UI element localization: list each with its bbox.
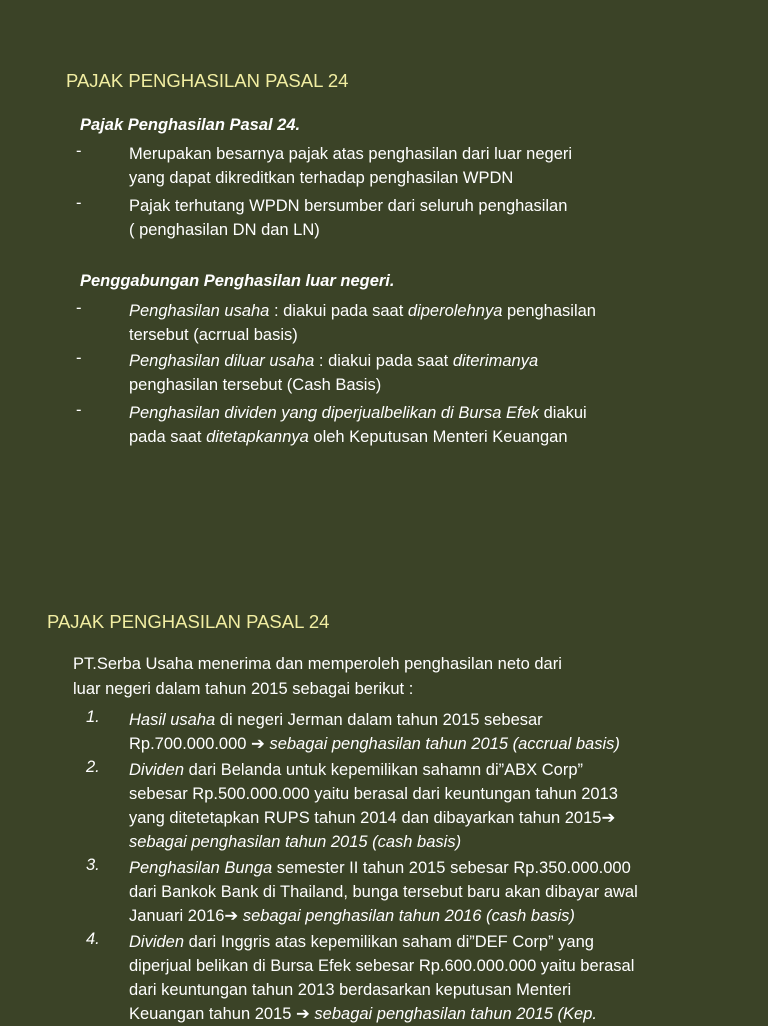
item-number: 1.	[86, 708, 100, 726]
bullet-dash: -	[76, 349, 82, 367]
arrow-icon: ➔	[601, 809, 616, 827]
item-line: yang ditetetapkan RUPS tahun 2014 dan dibayarkan tahun 2015➔	[129, 809, 616, 827]
list-item-line: ( penghasilan DN dan LN)	[129, 221, 320, 239]
slide1-title: PAJAK PENGHASILAN PASAL 24	[66, 70, 349, 91]
item-line: Januari 2016➔ sebagai penghasilan tahun 2016 (cash basis)	[129, 907, 575, 925]
bullet-dash: -	[76, 142, 82, 160]
item-line: Penghasilan Bunga semester II tahun 2015 sebesar Rp.350.000.000	[129, 859, 631, 877]
intro-line: luar negeri dalam tahun 2015 sebagai berikut :	[73, 679, 414, 698]
item-line: sebagai penghasilan tahun 2015 (cash basis)	[129, 833, 462, 851]
bullet-dash: -	[76, 299, 82, 317]
arrow-icon: ➔	[224, 907, 243, 925]
list-item-line: tersebut (acrrual basis)	[129, 326, 298, 344]
item-line: sebesar Rp.500.000.000 yaitu berasal dari keuntungan tahun 2013	[129, 785, 618, 803]
list-item-line: Pajak terhutang WPDN bersumber dari seluruh penghasilan	[129, 197, 568, 215]
section1-heading: Pajak Penghasilan Pasal 24.	[80, 116, 301, 134]
list-item-line: Merupakan besarnya pajak atas penghasilan dari luar negeri	[129, 145, 573, 163]
item-line: dari Bankok Bank di Thailand, bunga tersebut baru akan dibayar awal	[129, 883, 638, 901]
list-item-line: pada saat ditetapkannya oleh Keputusan Menteri Keuangan	[129, 428, 568, 446]
section2-heading: Penggabungan Penghasilan luar negeri.	[80, 272, 395, 290]
list-item-line: Penghasilan usaha : diakui pada saat diperolehnya penghasilan	[129, 302, 596, 320]
bullet-dash: -	[76, 194, 82, 212]
item-line: diperjual belikan di Bursa Efek sebesar Rp.600.000.000 yaitu berasal	[129, 957, 635, 975]
intro-paragraph	[73, 652, 562, 701]
list-item-line: Penghasilan dividen yang diperjualbelikan di Bursa Efek diakui	[129, 404, 587, 422]
list-item-line: penghasilan tersebut (Cash Basis)	[129, 376, 382, 394]
list-item-line: yang dapat dikreditkan terhadap penghasilan WPDN	[129, 169, 514, 187]
item-line: Dividen dari Belanda untuk kepemilikan sahamn di”ABX Corp”	[129, 761, 583, 779]
item-line: Rp.700.000.000 ➔ sebagai penghasilan tahun 2015 (accrual basis)	[129, 735, 620, 753]
bullet-dash: -	[76, 401, 82, 419]
item-line: Keuangan tahun 2015 ➔ sebagai penghasilan tahun 2015 (Kep.	[129, 1005, 597, 1023]
item-number: 3.	[86, 856, 100, 874]
item-line: Dividen dari Inggris atas kepemilikan saham di”DEF Corp” yang	[129, 933, 594, 951]
arrow-icon: ➔	[251, 735, 270, 753]
intro-line: PT.Serba Usaha menerima dan memperoleh penghasilan neto dari	[73, 655, 562, 673]
arrow-icon: ➔	[296, 1005, 315, 1023]
item-line: dari keuntungan tahun 2013 berdasarkan keputusan Menteri	[129, 981, 572, 999]
item-line: Hasil usaha di negeri Jerman dalam tahun 2015 sebesar	[129, 711, 543, 729]
item-number: 4.	[86, 930, 100, 948]
list-item-line: Penghasilan diluar usaha : diakui pada saat diterimanya	[129, 352, 539, 370]
slide2-title: PAJAK PENGHASILAN PASAL 24	[47, 611, 330, 632]
item-number: 2.	[86, 758, 100, 776]
